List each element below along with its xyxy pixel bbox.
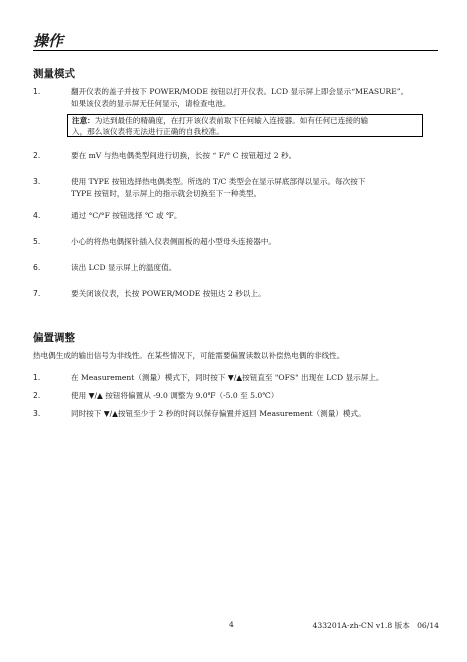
list-text: 要在 mV 与热电偶类型间进行切换，长按 “ F/° C 按钮超过 2 秒。	[71, 151, 297, 160]
measure-step-3	[33, 176, 443, 200]
list-number: 1.	[33, 87, 41, 96]
offset-intro: 热电偶生成的输出信号为非线性。在某些情况下，可能需要偏置读数以补偿热电偶的非线性。	[33, 351, 345, 360]
title-divider	[33, 50, 438, 51]
offset-step-1	[33, 372, 443, 384]
note-box	[67, 114, 423, 137]
document-version-info: 433201A-zh-CN v1.8 版本 06/14	[312, 621, 439, 630]
page-title: 操作	[33, 32, 64, 50]
list-number: 3.	[33, 177, 41, 186]
list-number: 3.	[33, 409, 41, 418]
section-heading-measure-mode: 测量模式	[33, 68, 75, 80]
list-number: 6.	[33, 263, 41, 272]
list-number: 5.	[33, 237, 41, 246]
list-text: 小心的将热电偶探针插入仪表侧面板的超小型母头连接器中。	[71, 237, 277, 246]
list-number: 2.	[33, 151, 41, 160]
list-number: 4.	[33, 211, 41, 220]
list-text: 通过 °C/°F 按钮选择 ℃ 或 ℉。	[71, 211, 182, 220]
list-text: 在 Measurement（测量）模式下，同时按下 ▼/▲按钮直至 "OFS" 出现在 LCD 显示屏上。	[71, 373, 384, 382]
offset-step-3	[33, 408, 443, 420]
measure-step-1	[33, 86, 443, 110]
section-heading-offset-adjust: 偏置调整	[33, 332, 75, 344]
list-number: 2.	[33, 391, 41, 400]
list-text: 翻开仪表的盖子并按下 POWER/MODE 按钮以打开仪表。LCD 显示屏上即会显示“MEASURE”。 如果该仪表的显示屏无任何显示，请检查电池。	[71, 87, 409, 108]
list-number: 1.	[33, 373, 41, 382]
offset-step-2	[33, 390, 443, 402]
measure-step-2	[33, 150, 443, 162]
measure-step-7	[33, 288, 443, 300]
note-text: 为达到最佳的精确度，在打开该仪表前取下任何输入连接器。如有任何已连接的输 入，那么该仪表将无法进行正确的自我校准。	[72, 116, 369, 136]
page-number: 4	[229, 620, 234, 629]
list-number: 7.	[33, 289, 41, 298]
measure-step-4	[33, 210, 443, 222]
list-text: 读出 LCD 显示屏上的温度值。	[71, 263, 177, 272]
list-text: 使用 TYPE 按钮选择热电偶类型。所选的 T/C 类型会在显示屏底部得以显示。每次按下 TYPE 按钮时，显示屏上的指示就会切换至下一种类型。	[71, 177, 366, 198]
note-label: 注意：	[72, 116, 95, 125]
measure-step-6	[33, 262, 443, 274]
measure-step-5	[33, 236, 443, 248]
list-text: 要关闭该仪表，长按 POWER/MODE 按钮达 2 秒以上。	[71, 289, 266, 298]
list-text: 使用 ▼/▲ 按钮将偏置从 -9.0 调整为 9.0℉（-5.0 至 5.0℃）	[71, 391, 279, 400]
list-text: 同时按下 ▼/▲按钮至少于 2 秒的时间以保存偏置并返回 Measurement（测量）模式。	[71, 409, 366, 418]
